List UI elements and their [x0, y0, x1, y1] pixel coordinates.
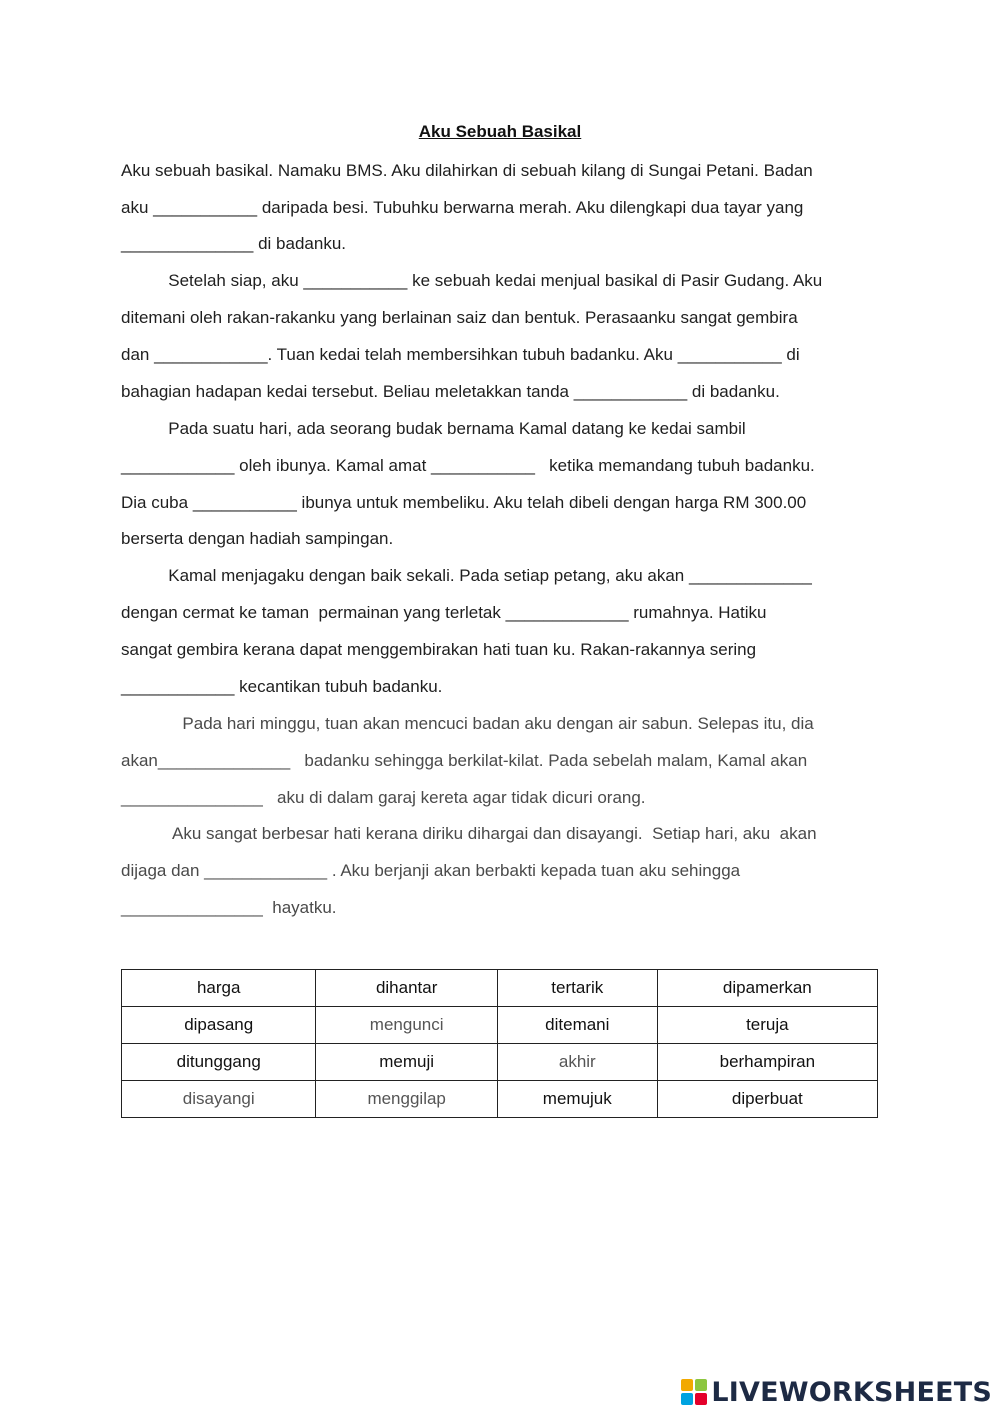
text-line: Pada hari minggu, tuan akan mencuci badan aku dengan air sabun. Selepas itu, dia: [121, 714, 814, 733]
table-row: [122, 1081, 878, 1118]
text-line: bahagian hadapan kedai tersebut. Beliau meletakkan tanda ____________ di badanku.: [121, 382, 780, 401]
text-line: dijaga dan _____________ . Aku berjanji akan berbakti kepada tuan aku sehingga: [121, 861, 741, 880]
text-line: Dia cuba ___________ ibunya untuk membeliku. Aku telah dibeli dengan harga RM 300.00: [121, 493, 807, 512]
word-cell: memuji: [316, 1044, 497, 1081]
text-line: _______________ aku di dalam garaj kereta agar tidak dicuri orang.: [121, 788, 646, 807]
word-cell: dipamerkan: [657, 970, 877, 1007]
word-cell: akhir: [497, 1044, 657, 1081]
text-line: Kamal menjagaku dengan baik sekali. Pada setiap petang, aku akan _____________: [121, 566, 812, 585]
text-line: dan ____________. Tuan kedai telah membersihkan tubuh badanku. Aku ___________ di: [121, 345, 800, 364]
liveworksheets-logo: [681, 1377, 992, 1407]
text-line: _______________ hayatku.: [121, 898, 337, 917]
page-title: Aku Sebuah Basikal: [418, 122, 582, 141]
text-line: ______________ di badanku.: [121, 234, 346, 253]
text-line: akan______________ badanku sehingga berkilat-kilat. Pada sebelah malam, Kamal akan: [121, 751, 808, 770]
logo-square: [681, 1379, 693, 1391]
text-line: sangat gembira kerana dapat menggembirakan hati tuan ku. Rakan-rakannya sering: [121, 640, 757, 659]
word-cell: ditemani: [497, 1007, 657, 1044]
logo-square: [695, 1393, 707, 1405]
word-cell: disayangi: [122, 1081, 316, 1118]
word-cell: ditunggang: [122, 1044, 316, 1081]
word-cell: dihantar: [316, 970, 497, 1007]
text-line: ____________ oleh ibunya. Kamal amat ___________ ketika memandang tubuh badanku.: [121, 456, 815, 475]
text-line: aku ___________ daripada besi. Tubuhku berwarna merah. Aku dilengkapi dua tayar yang: [121, 198, 804, 217]
word-cell: mengunci: [316, 1007, 497, 1044]
logo-text: LIVEWORKSHEETS: [711, 1376, 992, 1408]
logo-mark-icon: [681, 1379, 707, 1405]
word-cell: harga: [122, 970, 316, 1007]
text-line: Aku sebuah basikal. Namaku BMS. Aku dilahirkan di sebuah kilang di Sungai Petani. Badan: [121, 161, 813, 180]
table-row: [122, 1007, 878, 1044]
text-line: Setelah siap, aku ___________ ke sebuah kedai menjual basikal di Pasir Gudang. Aku: [121, 271, 823, 290]
logo-square: [681, 1393, 693, 1405]
logo-square: [695, 1379, 707, 1391]
text-line: ____________ kecantikan tubuh badanku.: [121, 677, 443, 696]
text-line: dengan cermat ke taman permainan yang terletak _____________ rumahnya. Hatiku: [121, 603, 767, 622]
table-row: [122, 970, 878, 1007]
text-line: ditemani oleh rakan-rakanku yang berlainan saiz dan bentuk. Perasaanku sangat gembira: [121, 308, 798, 327]
word-cell: dipasang: [122, 1007, 316, 1044]
word-cell: memujuk: [497, 1081, 657, 1118]
text-line: Aku sangat berbesar hati kerana diriku dihargai dan disayangi. Setiap hari, aku akan: [121, 824, 817, 843]
word-cell: tertarik: [497, 970, 657, 1007]
word-cell: menggilap: [316, 1081, 497, 1118]
text-line: berserta dengan hadiah sampingan.: [121, 529, 394, 548]
word-cell: berhampiran: [657, 1044, 877, 1081]
word-cell: diperbuat: [657, 1081, 877, 1118]
text-line: Pada suatu hari, ada seorang budak bernama Kamal datang ke kedai sambil: [121, 419, 746, 438]
table-row: [122, 1044, 878, 1081]
word-cell: teruja: [657, 1007, 877, 1044]
word-bank-table: [121, 969, 878, 1118]
